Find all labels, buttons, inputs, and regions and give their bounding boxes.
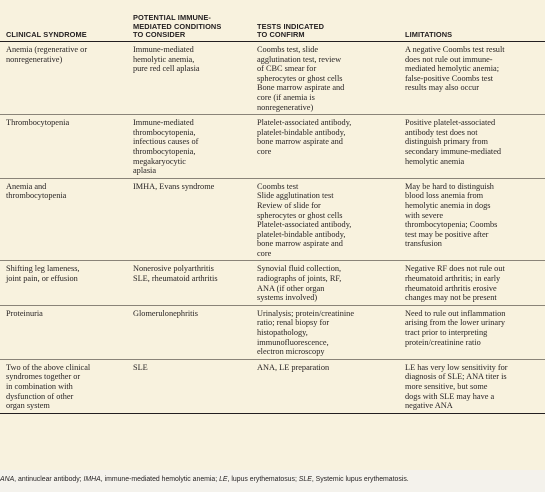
cell-limitations: LE has very low sensitivity for diagnosis of SLE; ANA titer is more sensitive, but some dogs with SLE may have a negative ANA (399, 359, 545, 413)
cell-tests: ANA, LE preparation (251, 359, 399, 413)
cell-syndrome: Proteinuria (0, 305, 127, 359)
cell-tests: Coombs test, slide agglutination test, review of CBC smear for spherocytes or ghost cells Bone marrow aspirate and core (if anemia is nonregenerative) (251, 42, 399, 115)
cell-limitations: Positive platelet-associated antibody test does not distinguish primary from secondary immune-mediated hemolytic anemia (399, 115, 545, 179)
cell-conditions: Immune-mediated thrombocytopenia, infectious causes of thrombocytopenia, megakaryocytic aplasia (127, 115, 251, 179)
table-footnote (0, 475, 545, 484)
footnote-abbr: ANA (0, 476, 15, 483)
cell-syndrome: Anemia (regenerative or nonregenerative) (0, 42, 127, 115)
table-row (0, 359, 545, 413)
cell-tests: Urinalysis; protein/creatinine ratio; renal biopsy for histopathology, immunofluorescence, electron microscopy (251, 305, 399, 359)
cell-limitations: Need to rule out inflammation arising from the lower urinary tract prior to interpreting protein/creatinine ratio (399, 305, 545, 359)
cell-conditions: Nonerosive polyarthritis SLE, rheumatoid arthritis (127, 261, 251, 305)
cell-conditions: IMHA, Evans syndrome (127, 178, 251, 261)
cell-conditions: Glomerulonephritis (127, 305, 251, 359)
cell-limitations: May be hard to distinguish blood loss anemia from hemolytic anemia in dogs with severe thrombocytopenia; Coombs test may be positive after transfusion (399, 178, 545, 261)
cell-conditions: SLE (127, 359, 251, 413)
footnote-abbr: IMHA (83, 476, 101, 483)
header-row (0, 0, 545, 42)
table-row (0, 261, 545, 305)
cell-syndrome: Thrombocytopenia (0, 115, 127, 179)
table-row (0, 305, 545, 359)
footnote-def: , antinuclear antibody; (14, 476, 84, 483)
footnote-abbr: SLE (298, 476, 312, 483)
cell-tests: Synovial fluid collection, radiographs of joints, RF, ANA (if other organ systems involved) (251, 261, 399, 305)
cell-limitations: Negative RF does not rule out rheumatoid arthritis; in early rheumatoid arthritis erosive changes may not be present (399, 261, 545, 305)
footnote-def: , Systemic lupus erythematosis. (311, 476, 409, 483)
cell-limitations: A negative Coombs test result does not rule out immune- mediated hemolytic anemia; false-positive Coombs test results may also occur (399, 42, 545, 115)
cell-syndrome: Two of the above clinical syndromes together or in combination with dysfunction of other organ system (0, 359, 127, 413)
cell-syndrome: Anemia and thrombocytopenia (0, 178, 127, 261)
table-row (0, 178, 545, 261)
footnote-def: , lupus erythematosus; (227, 476, 299, 483)
header-tests: TESTS INDICATED TO CONFIRM (251, 0, 399, 42)
header-conditions: POTENTIAL IMMUNE- MEDIATED CONDITIONS TO CONSIDER (127, 0, 251, 42)
footnote-def: , immune-mediated hemolytic anemia; (100, 476, 220, 483)
table-row (0, 42, 545, 115)
table-row (0, 115, 545, 179)
footnote-abbr: LE (219, 476, 228, 483)
cell-tests: Platelet-associated antibody, platelet-bindable antibody, bone marrow aspirate and core (251, 115, 399, 179)
header-limitations: LIMITATIONS (399, 0, 545, 42)
header-clinical-syndrome: CLINICAL SYNDROME (0, 0, 127, 42)
cell-syndrome: Shifting leg lameness, joint pain, or effusion (0, 261, 127, 305)
cell-conditions: Immune-mediated hemolytic anemia, pure red cell aplasia (127, 42, 251, 115)
cell-tests: Coombs test Slide agglutination test Review of slide for spherocytes or ghost cells Platelet-associated antibody, platelet-bindable antibody, bone marrow aspirate and core (251, 178, 399, 261)
